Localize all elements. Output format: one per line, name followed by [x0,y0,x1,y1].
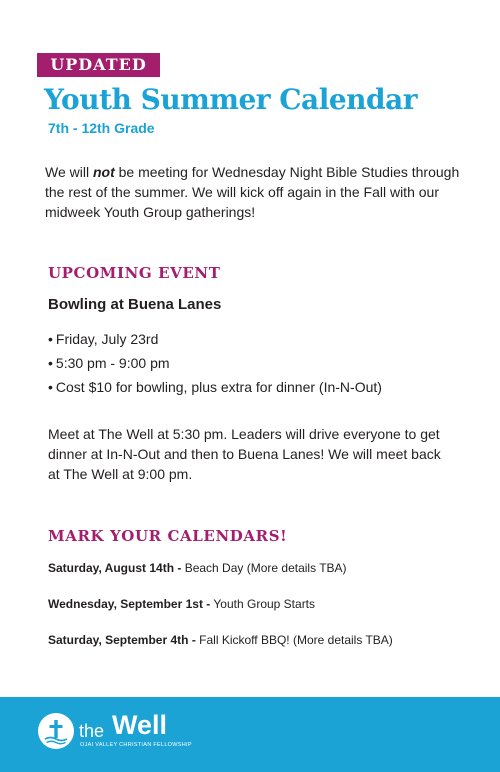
cross-in-circle-icon [38,713,74,749]
list-item [48,353,382,377]
calendar-date: Saturday, September 4th - [48,633,196,647]
intro-emphasis: not [92,164,115,180]
calendar-description: Fall Kickoff BBQ! (More details TBA) [195,633,393,647]
calendar-item-kickoff-bbq [48,633,393,647]
event-cost: Cost $10 for bowling, plus extra for dinner (In-N-Out) [55,379,382,395]
calendar-heading: MARK YOUR CALENDARS! [48,527,288,545]
upcoming-event-heading: UPCOMING EVENT [48,264,221,282]
event-date: Friday, July 23rd [55,331,159,347]
calendar-item-youth-group [48,597,315,611]
calendar-date: Wednesday, September 1st - [48,597,211,611]
page-title: Youth Summer Calendar [44,83,417,116]
intro-text-start: We will [45,164,93,180]
logo-the-text: the [79,721,105,741]
meeting-details: Meet at The Well at 5:30 pm. Leaders will drive everyone to get dinner at In-N-Out and then to Buena Lanes! We will meet back at The Well at 9:00 pm. [48,426,441,482]
calendar-date: Saturday, August 14th - [48,561,182,575]
event-details-list [48,329,382,401]
logo-subtitle: OJAI VALLEY CHRISTIAN FELLOWSHIP [80,742,192,748]
intro-paragraph [45,162,465,222]
footer-band [0,697,500,772]
intro-text-end: be meeting for Wednesday Night Bible Studies through the rest of the summer. We will kick off again in the Fall with our midweek Youth Group gatherings! [45,164,460,220]
event-time: 5:30 pm - 9:00 pm [55,355,170,371]
calendar-item-beach-day [48,561,347,575]
logo-well-text: Well [112,710,168,740]
grade-range: 7th - 12th Grade [48,120,155,136]
list-item [48,377,382,401]
calendar-description: Youth Group Starts [210,597,316,611]
bullet-icon: • [48,379,53,395]
updated-badge: UPDATED [37,53,160,77]
list-item [48,329,382,353]
event-name: Bowling at Buena Lanes [48,296,222,313]
bullet-icon: • [48,331,53,347]
calendar-description: Beach Day (More details TBA) [181,561,347,575]
bullet-icon: • [48,355,53,371]
